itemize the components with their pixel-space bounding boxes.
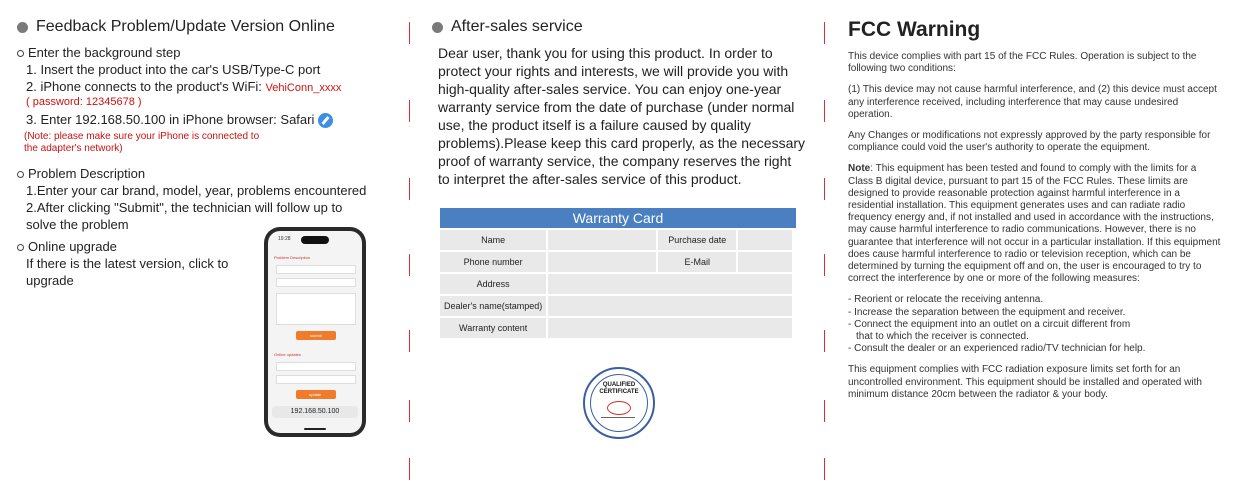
bullet-dot-icon xyxy=(17,22,28,33)
separator xyxy=(409,400,410,422)
warranty-table xyxy=(438,228,794,340)
measure-item: - Reorient or relocate the receiving antenna. xyxy=(848,294,1044,306)
warranty-card xyxy=(440,208,796,340)
phone-value xyxy=(548,252,656,272)
email-label: E-Mail xyxy=(658,252,736,272)
problem-line-3: solve the problem xyxy=(26,217,129,232)
warranty-card-title: Warranty Card xyxy=(440,208,796,228)
separator xyxy=(824,400,825,422)
fcc-title: FCC Warning xyxy=(848,18,981,41)
measure-item: - Increase the separation between the equipment and receiver. xyxy=(848,306,1126,318)
body-line: high-quality after-sales service. You can enjoy one-year xyxy=(438,81,782,97)
separator xyxy=(824,22,825,44)
dealer-label: Dealer's name(stamped) xyxy=(440,296,546,316)
purchase-date-label: Purchase date xyxy=(658,230,736,250)
body-line: use, the product itself is a failure caused by quality xyxy=(438,117,751,133)
phone-field xyxy=(276,375,356,384)
fcc-measures xyxy=(848,294,1223,355)
fcc-note: Note: This equipment has been tested and found to comply with the limits for a Class B digital device, pursuant to part 15 of the FCC Rules. These limits are designed to provide reasonable protection against harmful interference in a residential installation. This equipment generates uses and can radiate radio frequency energy and, if not installed and used in accordance with the instructions, may cause harmful interference to radio communications. However, there is no guarantee that interference will not occur in a particular installation. If this equipment does cause harmful interference to radio or television reception, which can be determined by turning the equipment off and on, the user is encouraged to try to correct the interference by one or more of the following measures: xyxy=(848,163,1221,285)
address-label: Address xyxy=(440,274,546,294)
fcc-paragraph: Any Changes or modifications not expressly approved by the party responsible for compliance could void the user's authority to operate the equipment. xyxy=(848,130,1211,154)
dealer-value xyxy=(548,296,792,316)
body-line: protect your rights and interests, we will provide you with xyxy=(438,63,789,79)
separator xyxy=(409,178,410,200)
fcc-body xyxy=(848,51,1223,401)
phone-screen xyxy=(268,231,362,433)
separator xyxy=(824,100,825,122)
body-line: to interpret the after-sales service of this product. xyxy=(438,171,742,187)
body-line: proof of warranty service, the company reserves the right xyxy=(438,153,792,169)
phone-label: Phone number xyxy=(440,252,546,272)
separator xyxy=(824,178,825,200)
upgrade-line-1: If there is the latest version, click to xyxy=(26,256,229,271)
phone-field xyxy=(276,265,356,274)
phone-submit-button: submit xyxy=(296,331,336,340)
bullet-dot-icon xyxy=(432,22,443,33)
separator xyxy=(409,254,410,276)
wifi-password: ( password: 12345678 ) xyxy=(26,96,142,108)
content-label: Warranty content xyxy=(440,318,546,338)
phone-section-1: Problem Description xyxy=(274,255,311,260)
measure-item: - Consult the dealer or an experienced radio/TV technician for help. xyxy=(848,343,1146,355)
phone-field xyxy=(276,278,356,287)
separator xyxy=(409,330,410,352)
circle-bullet-icon xyxy=(17,171,24,178)
separator xyxy=(824,458,825,480)
wifi-name: VehiConn_xxxx xyxy=(265,82,342,94)
problem-line-1: 1.Enter your car brand, model, year, problems encountered xyxy=(26,183,367,198)
stamp-mark-icon xyxy=(607,401,631,415)
after-sales-title: After-sales service xyxy=(432,18,583,36)
separator xyxy=(824,330,825,352)
circle-bullet-icon xyxy=(17,50,24,57)
separator xyxy=(409,100,410,122)
measure-item: that to which the receiver is connected. xyxy=(856,331,1029,343)
step-2: 2. iPhone connects to the product's WiFi: VehiConn_xxxx xyxy=(26,79,342,94)
address-value xyxy=(548,274,792,294)
phone-section-2: Online updates xyxy=(274,352,301,357)
upgrade-line-2: upgrade xyxy=(26,273,74,288)
phone-url-bar: 192.168.50.100 xyxy=(272,406,358,418)
feedback-section-title: Feedback Problem/Update Version Online xyxy=(17,18,335,36)
home-indicator xyxy=(304,428,326,430)
phone-mockup xyxy=(264,227,366,437)
separator xyxy=(824,254,825,276)
content-value xyxy=(548,318,792,338)
name-value xyxy=(548,230,656,250)
note-line-1: (Note: please make sure your iPhone is connected to xyxy=(24,131,260,142)
after-sales-body xyxy=(438,44,808,188)
fcc-final-paragraph: This equipment complies with FCC radiation exposure limits set forth for an uncontrolled environment. This equipment should be installed and operated with minimum distance 20cm between the radiator & your body. xyxy=(848,364,1202,400)
measure-item: - Connect the equipment into an outlet on a circuit different from xyxy=(848,318,1131,330)
step-1: 1. Insert the product into the car's USB/Type-C port xyxy=(26,62,321,77)
dynamic-island xyxy=(301,236,329,244)
problem-line-2: 2.After clicking "Submit", the technician will follow up to xyxy=(26,200,343,215)
separator xyxy=(409,458,410,480)
note-line-2: the adapter's network) xyxy=(24,143,123,154)
fcc-paragraph: (1) This device may not cause harmful interference, and (2) this device must accept any interference received, including interference that may cause undesired operation. xyxy=(848,84,1217,120)
purchase-date-value xyxy=(738,230,792,250)
circle-bullet-icon xyxy=(17,244,24,251)
safari-icon xyxy=(318,113,333,128)
step-3: 3. Enter 192.168.50.100 in iPhone browser: Safari xyxy=(26,111,333,128)
body-line: problems).Please keep this card properly, as the necessary xyxy=(438,135,806,151)
phone-update-button: update xyxy=(296,390,336,399)
separator xyxy=(409,22,410,44)
body-line: warranty service from the date of purchase (under normal xyxy=(438,99,795,115)
phone-textarea xyxy=(276,293,356,325)
fcc-paragraph: This device complies with part 15 of the FCC Rules. Operation is subject to the following two conditions: xyxy=(848,51,1197,75)
problem-header: Problem Description xyxy=(17,165,145,182)
upgrade-header: Online upgrade xyxy=(17,238,117,255)
phone-field xyxy=(276,362,356,371)
name-label: Name xyxy=(440,230,546,250)
step-header: Enter the background step xyxy=(17,44,181,61)
email-value xyxy=(738,252,792,272)
body-line: Dear user, thank you for using this product. In order to xyxy=(438,45,773,61)
phone-time: 19:28 xyxy=(278,236,291,242)
qualified-certificate-seal: QUALIFIED CERTIFICATE xyxy=(583,367,655,439)
